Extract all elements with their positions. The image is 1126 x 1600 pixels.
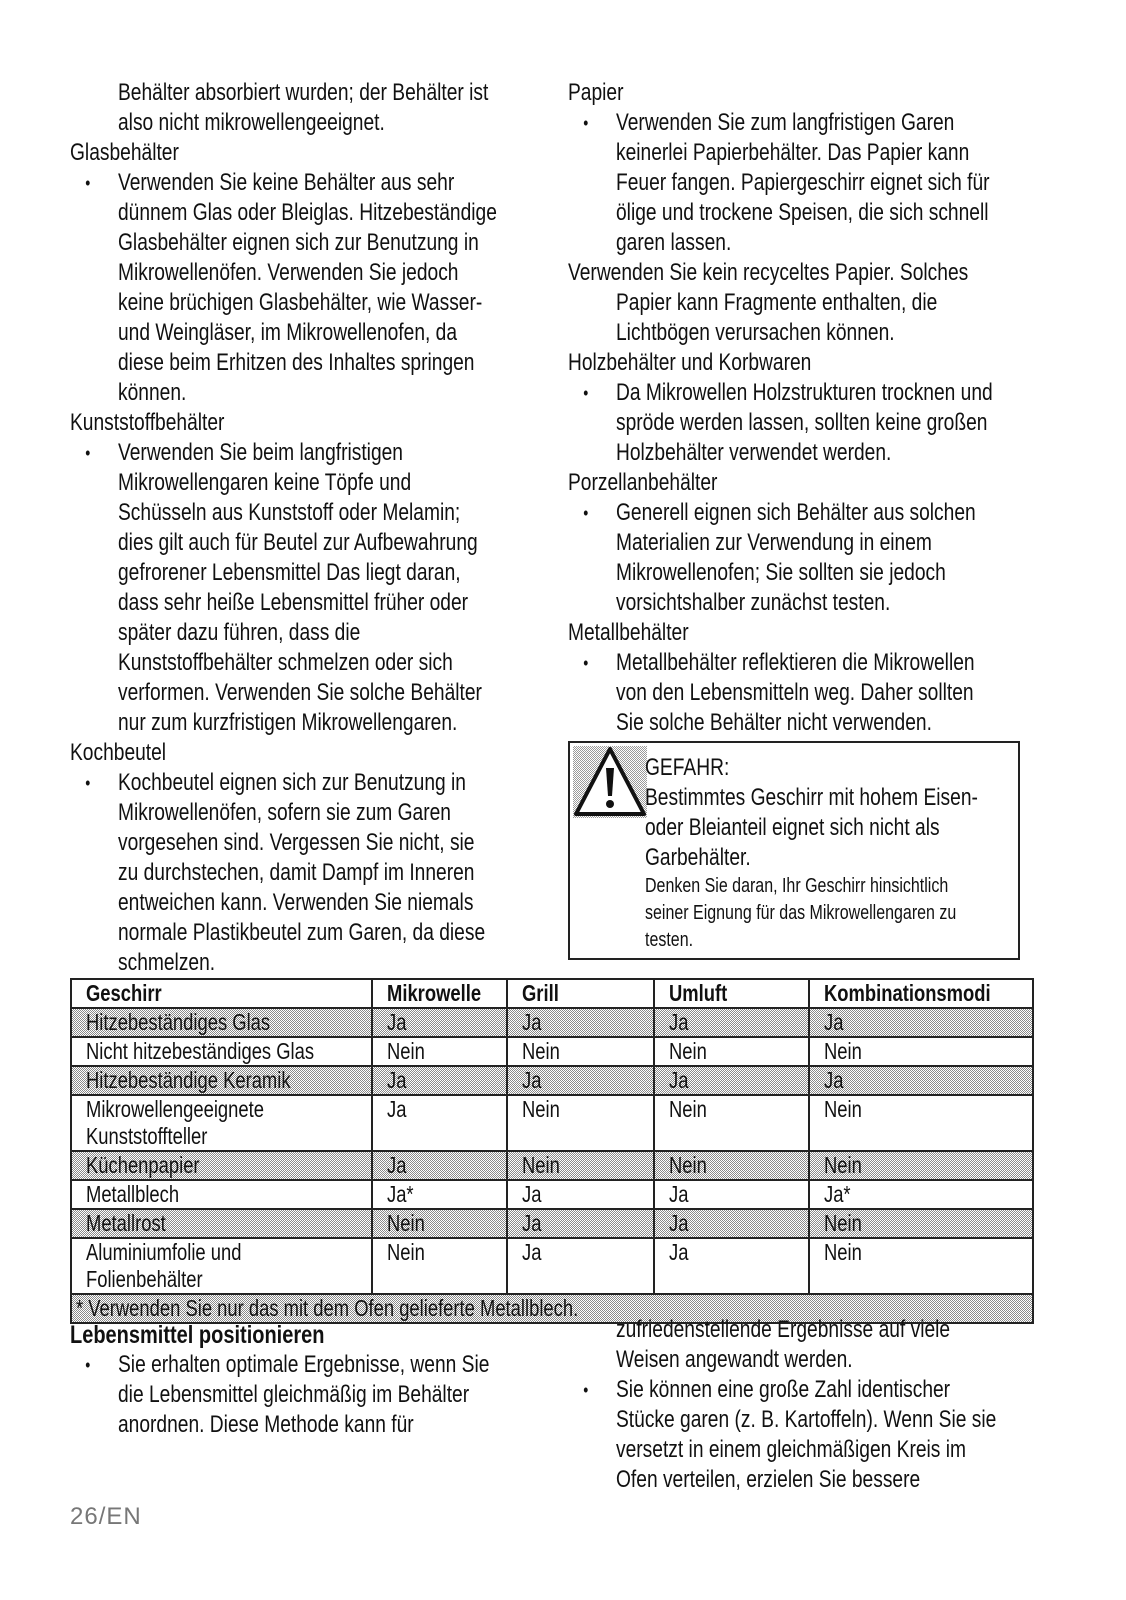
paragraph-line [616,1465,996,1495]
cell-text: Ja [522,1067,542,1093]
cell-text: Mikrowellengeeignete Kunststoffteller [86,1096,264,1149]
cell-text: Nicht hitzebeständiges Glas [86,1038,315,1064]
paragraph-line [118,258,497,288]
line-text: Papier [568,79,624,106]
paragraph-line [118,948,497,978]
line-text: ölige und trockene Speisen, die sich schnell [616,199,989,226]
cell-text: Nein [823,1152,862,1178]
paragraph-line [616,1315,996,1345]
line-text: Weisen angewandt werden. [616,1346,853,1373]
paragraph-line [616,198,993,228]
table-row [71,1037,1033,1066]
line-text: können. [118,379,187,406]
line-text: Glasbehälter [70,139,179,166]
section2-right [568,1315,1091,1495]
table-cell [654,1095,809,1151]
column-header [654,979,809,1008]
cell-text: Nein [387,1210,425,1236]
table-cell [654,1037,809,1066]
line-text: Sie erhalten optimale Ergebnisse, wenn Sie [118,1351,490,1378]
paragraph-line [616,438,993,468]
table-cell [507,1238,654,1294]
paragraph-line [118,498,497,528]
paragraph-line [118,198,497,228]
cell-text: Ja [387,1096,407,1122]
warning-note-line: testen. [645,929,694,951]
table-cell [71,1238,372,1294]
line-text: Generell eignen sich Behälter aus solchen [616,499,976,526]
section-subheading [568,468,983,498]
cell-text: Ja [387,1067,407,1093]
table-cell [71,1037,372,1066]
column-header [372,979,507,1008]
section-subheading [70,738,487,768]
cell-text: Ja [522,1239,542,1265]
line-text: keinerlei Papierbehälter. Das Papier kann [616,139,970,166]
line-text: vorgesehen sind. Vergessen Sie nicht, sie [118,829,475,856]
line-text: normale Plastikbeutel zum Garen, da diese [118,919,486,946]
bullet-icon: • [583,1380,589,1400]
paragraph-line [118,348,497,378]
cell-text: Nein [668,1038,707,1064]
paragraph-line [118,828,497,858]
cell-text: Nein [823,1239,862,1265]
line-text: dünnem Glas oder Bleiglas. Hitzebeständige [118,199,497,226]
table-row [71,1180,1033,1209]
line-text: Metallbehälter [568,619,689,646]
cell-text: Ja [522,1181,542,1207]
line-text: und Weingläser, im Mikrowellenofen, da [118,319,458,346]
paragraph-line [616,138,993,168]
bullet-icon: • [85,773,91,793]
table-row [71,1066,1033,1095]
bullet-icon: • [85,1355,91,1375]
table-cell [507,1066,654,1095]
table-cell [372,1151,507,1180]
table-cell [71,1008,372,1037]
line-text: Holzbehälter verwendet werden. [616,439,892,466]
paragraph-line [616,528,993,558]
line-text: Verwenden Sie keine Behälter aus sehr [118,169,455,196]
line-text: Schüsseln aus Kunststoff oder Melamin; [118,499,461,526]
paragraph-line [118,918,497,948]
left-column [70,78,592,978]
cell-text: Nein [668,1152,707,1178]
line-text: Da Mikrowellen Holzstrukturen trocknen und [616,379,993,406]
cell-text: Nein [668,1096,707,1122]
table-cell [372,1180,507,1209]
cell-text: Nein [387,1239,425,1265]
cell-text: Ja [823,1009,844,1035]
bullet-icon: • [583,503,589,523]
table-cell [372,1037,507,1066]
paragraph-line [85,768,497,798]
line-text: Mikrowellengaren keine Töpfe und [118,469,412,496]
warning-note-line: Denken Sie daran, Ihr Geschirr hinsichtlich [645,875,949,897]
bullet-icon: • [583,383,589,403]
line-text: Papier kann Fragmente enthalten, die [616,289,938,316]
table-row [71,1095,1033,1151]
warning-title: GEFAHR: [645,754,730,781]
table-cell [654,1008,809,1037]
paragraph-line [118,1410,489,1440]
line-text: Mikrowellenöfen. Verwenden Sie jedoch [118,259,459,286]
line-text: Behälter absorbiert wurden; der Behälter ist [118,79,489,106]
table-cell [809,1066,1033,1095]
line-text: Verwenden Sie zum langfristigen Garen [616,109,955,136]
paragraph-line [85,1350,490,1380]
paragraph-line [118,1380,489,1410]
cell-text: Nein [522,1152,561,1178]
warning-box [568,741,1020,960]
line-text: Stücke garen (z. B. Kartoffeln). Wenn Sie sie [616,1406,997,1433]
paragraph-line [583,498,993,528]
line-text: keine brüchigen Glasbehälter, wie Wasser- [118,289,483,316]
line-text: dies gilt auch für Beutel zur Aufbewahrung [118,529,478,556]
table-cell [809,1008,1033,1037]
table-header-row [71,979,1033,1008]
paragraph-line [118,228,497,258]
paragraph-line [118,798,497,828]
table-cell [507,1008,654,1037]
paragraph-line [118,318,497,348]
paragraph-line [583,648,993,678]
section-subheading [70,408,487,438]
line-text: gefrorener Lebensmittel Das liegt daran, [118,559,461,586]
line-text: also nicht mikrowellengeeignet. [118,109,385,136]
paragraph-line [118,888,497,918]
line-text: Glasbehälter eignen sich zur Benutzung in [118,229,479,256]
cell-text: Nein [387,1038,425,1064]
section2-left [70,1350,582,1440]
table-cell [654,1066,809,1095]
line-text: Kochbeutel eignen sich zur Benutzung in [118,769,466,796]
paragraph-line [118,678,497,708]
line-text: Metallbehälter reflektieren die Mikrowellen [616,649,975,676]
paragraph-line [118,288,497,318]
cell-text: Ja [387,1009,407,1035]
paragraph-line [616,588,993,618]
table-cell [372,1066,507,1095]
bullet-icon: • [85,173,91,193]
cell-text: Ja [668,1009,689,1035]
paragraph-line [568,258,983,288]
line-text: Holzbehälter und Korbwaren [568,349,812,376]
line-text: schmelzen. [118,949,216,976]
line-text: Mikrowellenöfen, sofern sie zum Garen [118,799,451,826]
paragraph-line [118,108,497,138]
paragraph-line [616,408,993,438]
cell-text: Metallblech [86,1181,180,1207]
table-cell [809,1095,1033,1151]
header-text: Geschirr [86,980,162,1006]
table-cell [809,1180,1033,1209]
paragraph-line [583,378,993,408]
line-text: später dazu führen, dass die [118,619,361,646]
cell-text: Hitzebeständiges Glas [86,1009,271,1035]
line-text: zu durchstechen, damit Dampf im Inneren [118,859,475,886]
paragraph-line [118,528,497,558]
cell-text: Ja [668,1181,689,1207]
right-column [568,78,1087,738]
line-text: Verwenden Sie beim langfristigen [118,439,403,466]
line-text: von den Lebensmitteln weg. Daher sollten [616,679,974,706]
paragraph-line [118,378,497,408]
column-header [71,979,372,1008]
table-cell [654,1151,809,1180]
line-text: Kunststoffbehälter schmelzen oder sich [118,649,453,676]
cell-text: Ja [668,1239,689,1265]
cell-text: Nein [522,1096,561,1122]
cell-text: Ja [668,1210,689,1236]
table-cell [372,1238,507,1294]
page-number: 26/EN [70,1503,142,1530]
column-header [507,979,654,1008]
line-text: dass sehr heiße Lebensmittel früher oder [118,589,469,616]
line-text: Sie können eine große Zahl identischer [616,1376,951,1403]
paragraph-line [616,1405,996,1435]
paragraph-line [118,618,497,648]
cell-text: Nein [823,1096,862,1122]
paragraph-line [118,858,497,888]
paragraph-line [583,1375,996,1405]
line-text: Verwenden Sie kein recyceltes Papier. Solches [568,259,969,286]
paragraph-line [118,78,497,108]
line-text: Materialien zur Verwendung in einem [616,529,932,556]
line-text: Porzellanbehälter [568,469,718,496]
table-cell [507,1037,654,1066]
cell-text: Ja* [823,1181,851,1207]
table-cell [71,1209,372,1238]
table-row [71,1238,1033,1294]
cell-text: Aluminiumfolie und Folienbehälter [86,1239,242,1292]
cell-text: Ja [522,1009,542,1035]
line-text: Lichtbögen verursachen können. [616,319,895,346]
paragraph-line [85,438,497,468]
header-text: Kombinationsmodi [823,980,991,1006]
line-text: Feuer fangen. Papiergeschirr eignet sich für [616,169,990,196]
table-cell [372,1209,507,1238]
cell-text: Ja [522,1210,542,1236]
bullet-icon: • [583,653,589,673]
line-text: garen lassen. [616,229,732,256]
footnote-text: * Verwenden Sie nur das mit dem Ofen gelieferte Metallblech. [76,1295,579,1321]
table-cell [71,1095,372,1151]
paragraph-line [85,168,497,198]
header-text: Mikrowelle [387,980,482,1006]
line-text: Mikrowellenofen; Sie sollten sie jedoch [616,559,946,586]
table-cell [507,1209,654,1238]
paragraph-line [616,558,993,588]
section-heading: Lebensmittel positionieren [70,1321,325,1349]
paragraph-line [118,588,497,618]
paragraph-line [118,468,497,498]
header-text: Umluft [668,980,728,1006]
table-cell [372,1095,507,1151]
paragraph-line [616,1345,996,1375]
table-cell [71,1151,372,1180]
line-text: verformen. Verwenden Sie solche Behälter [118,679,482,706]
section-subheading [568,348,983,378]
cell-text: Nein [823,1038,862,1064]
cell-text: Nein [522,1038,561,1064]
paragraph-line [616,708,993,738]
warning-note-line: seiner Eignung für das Mikrowellengaren zu [645,902,957,924]
paragraph-line [616,168,993,198]
bullet-icon: • [85,443,91,463]
table-cell [654,1180,809,1209]
table-cell [654,1209,809,1238]
cell-text: Ja* [387,1181,414,1207]
column-header [809,979,1033,1008]
warning-text-line: Bestimmtes Geschirr mit hohem Eisen- [645,784,978,811]
table-row [71,1151,1033,1180]
line-text: zufriedenstellende Ergebnisse auf viele [616,1316,951,1343]
paragraph-line [616,228,993,258]
cookware-table [70,978,1034,1324]
section-subheading [70,138,487,168]
table-cell [809,1037,1033,1066]
paragraph-line [616,318,993,348]
paragraph-line [118,648,497,678]
line-text: nur zum kurzfristigen Mikrowellengaren. [118,709,458,736]
line-text: Ofen verteilen, erzielen Sie bessere [616,1466,921,1493]
paragraph-line [616,288,993,318]
cell-text: Metallrost [86,1210,166,1236]
table-cell [654,1238,809,1294]
line-text: Sie solche Behälter nicht verwenden. [616,709,932,736]
cell-text: Ja [668,1067,689,1093]
cell-text: Ja [823,1067,844,1093]
line-text: diese beim Erhitzen des Inhaltes springen [118,349,475,376]
line-text: vorsichtshalber zunächst testen. [616,589,891,616]
bullet-icon: • [583,113,589,133]
table-cell [71,1180,372,1209]
paragraph-line [118,558,497,588]
line-text: versetzt in einem gleichmäßigen Kreis im [616,1436,966,1463]
cell-text: Hitzebeständige Keramik [86,1067,291,1093]
line-text: die Lebensmittel gleichmäßig im Behälter [118,1381,470,1408]
warning-triangle-icon [573,746,647,818]
warning-text-line: Garbehälter. [645,844,751,871]
table-row [71,1209,1033,1238]
table-row [71,1008,1033,1037]
section-subheading [568,618,983,648]
line-text: Kochbeutel [70,739,167,766]
table-cell [71,1066,372,1095]
cell-text: Ja [387,1152,407,1178]
line-text: entweichen kann. Verwenden Sie niemals [118,889,474,916]
table-cell [809,1209,1033,1238]
warning-text-line: oder Bleianteil eignet sich nicht als [645,814,940,841]
table-cell [507,1180,654,1209]
paragraph-line [616,1435,996,1465]
line-text: Kunststoffbehälter [70,409,225,436]
header-text: Grill [522,980,560,1006]
paragraph-line [616,678,993,708]
table-cell [507,1095,654,1151]
paragraph-line [118,708,497,738]
paragraph-line [583,108,993,138]
cell-text: Nein [823,1210,862,1236]
table-cell [372,1008,507,1037]
table-cell [809,1238,1033,1294]
line-text: anordnen. Diese Methode kann für [118,1411,414,1438]
line-text: spröde werden lassen, sollten keine großen [616,409,988,436]
table-cell [507,1151,654,1180]
section-subheading [568,78,983,108]
cell-text: Küchenpapier [86,1152,200,1178]
table-cell [809,1151,1033,1180]
